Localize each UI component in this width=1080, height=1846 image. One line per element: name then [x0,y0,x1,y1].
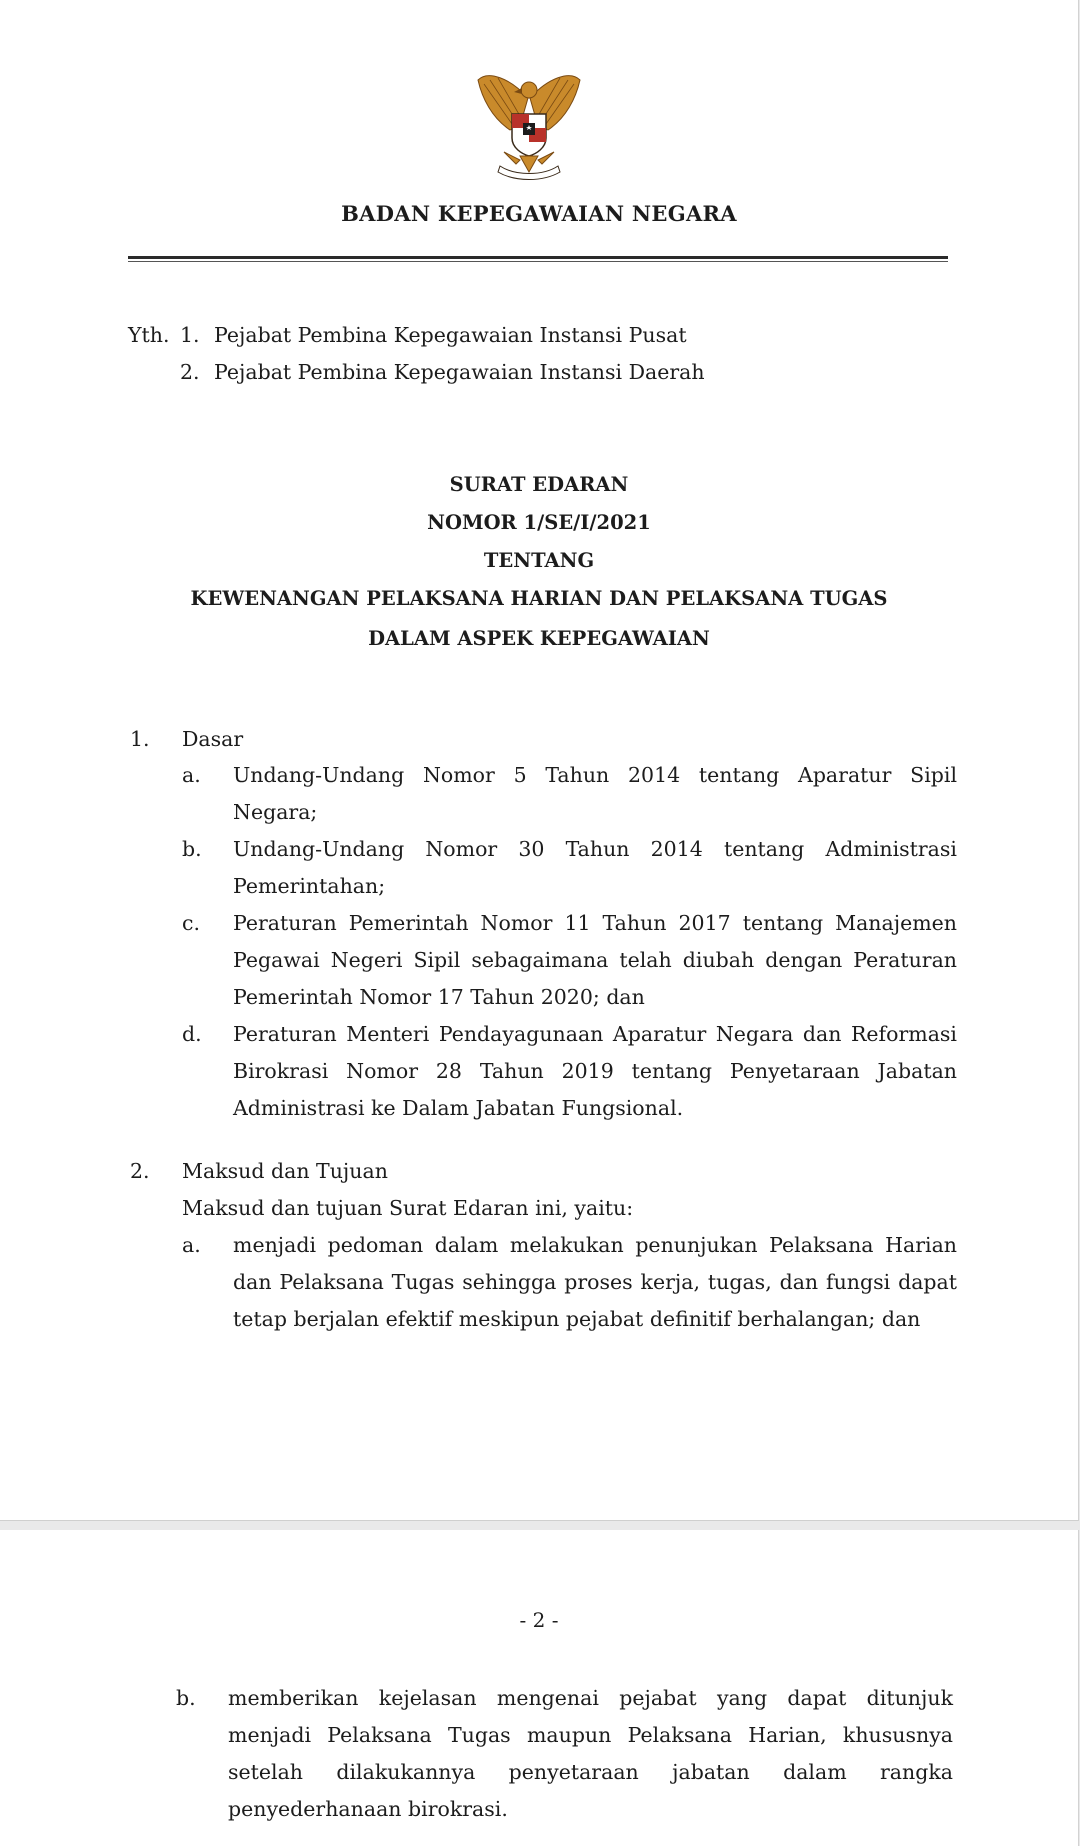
list-item-line: setelah dilakukannya penyetaraan jabatan dalam rangka [228,1760,953,1784]
list-item-line: Administrasi ke Dalam Jabatan Fungsional. [233,1096,684,1120]
header-rule-thin [128,261,948,262]
agency-name: BADAN KEPEGAWAIAN NEGARA [341,201,737,226]
list-item-line: Peraturan Pemerintah Nomor 11 Tahun 2017 tentang Manajemen [233,911,957,935]
list-item-line: memberikan kejelasan mengenai pejabat yang dapat ditunjuk [228,1686,953,1710]
section-number: 1. [130,727,150,751]
list-item-line: Pegawai Negeri Sipil sebagaimana telah diubah dengan Peraturan [233,948,957,972]
list-item-line: menjadi pedoman dalam melakukan penunjukan Pelaksana Harian [233,1233,957,1257]
list-item-line: Birokrasi Nomor 28 Tahun 2019 tentang Penyetaraan Jabatan [233,1059,957,1083]
list-letter: a. [182,763,201,787]
list-letter: b. [176,1686,196,1710]
addressee-text: Pejabat Pembina Kepegawaian Instansi Daerah [214,360,705,384]
list-item-line: Undang-Undang Nomor 5 Tahun 2014 tentang Aparatur Sipil [233,763,957,787]
list-item-line: Negara; [233,800,318,824]
list-item-line: Pemerintah Nomor 17 Tahun 2020; dan [233,985,645,1009]
title-line: SURAT EDARAN [449,473,629,496]
list-letter: d. [182,1022,202,1046]
garuda-emblem-icon [470,68,588,184]
addressee-text: Pejabat Pembina Kepegawaian Instansi Pusat [214,323,687,347]
document-page-2 [0,1530,1079,1846]
list-letter: a. [182,1233,201,1257]
page-number: - 2 - [519,1608,559,1632]
list-item-line: Pemerintahan; [233,874,386,898]
list-item-line: dan Pelaksana Tugas sehingga proses kerja, tugas, dan fungsi dapat [233,1270,957,1294]
title-line: KEWENANGAN PELAKSANA HARIAN DAN PELAKSANA TUGAS [190,587,888,610]
addressee-prefix: Yth. [128,323,170,347]
list-item-line: tetap berjalan efektif meskipun pejabat definitif berhalangan; dan [233,1307,921,1331]
section-intro: Maksud dan tujuan Surat Edaran ini, yaitu: [182,1196,634,1220]
list-item-line: Undang-Undang Nomor 30 Tahun 2014 tentang Administrasi [233,837,957,861]
list-item-line: menjadi Pelaksana Tugas maupun Pelaksana Harian, khususnya [228,1723,953,1747]
addressee-num: 2. [180,360,200,384]
header-rule [128,256,948,259]
title-line: NOMOR 1/SE/I/2021 [427,511,651,534]
section-heading: Maksud dan Tujuan [182,1159,388,1183]
section-number: 2. [130,1159,150,1183]
section-heading: Dasar [182,727,244,751]
list-letter: c. [182,911,200,935]
list-item-line: Peraturan Menteri Pendayagunaan Aparatur Negara dan Reformasi [233,1022,957,1046]
addressee-num: 1. [180,323,200,347]
list-letter: b. [182,837,202,861]
list-item-line: penyederhanaan birokrasi. [228,1797,508,1821]
title-line: DALAM ASPEK KEPEGAWAIAN [368,627,710,650]
title-line: TENTANG [483,549,595,572]
